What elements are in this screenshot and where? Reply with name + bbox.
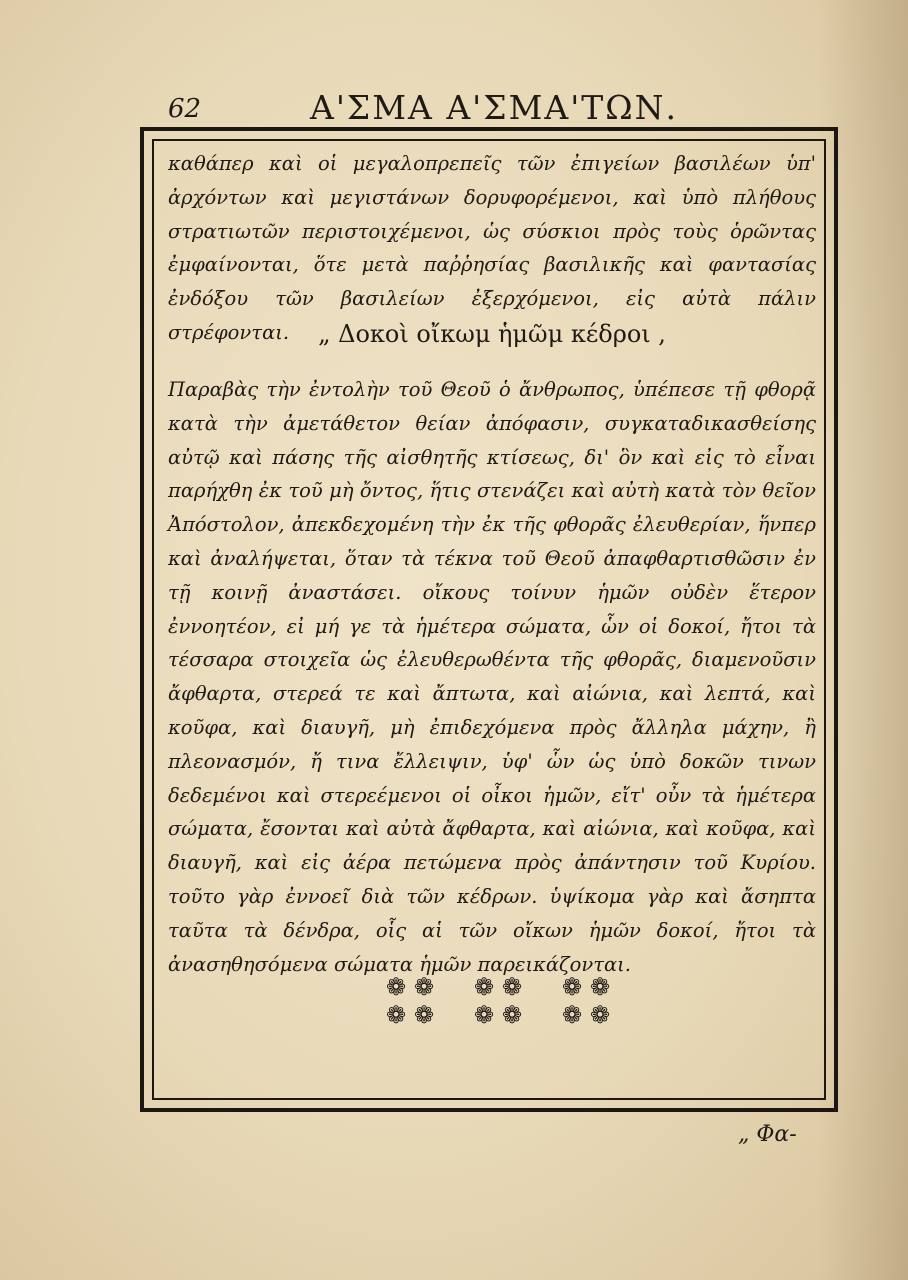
flower-icon: ❁ <box>561 1001 583 1029</box>
flower-icon: ❁ <box>385 1001 407 1029</box>
heading-quote: „ Δοκοὶ οἴκωμ ἡμῶμ κέδροι , <box>318 320 666 348</box>
flower-icon: ❁ <box>385 973 407 1001</box>
flower-icon: ❁ <box>501 973 523 1001</box>
ornament-group <box>383 974 437 1034</box>
flower-icon: ❁ <box>413 973 435 1001</box>
ornament-group <box>559 974 613 1034</box>
flower-icon: ❁ <box>413 1001 435 1029</box>
paragraph-1: καθάπερ καὶ οἱ μεγαλοπρεπεῖς τῶν ἐπιγείων βασιλέων ὑπ' ἀρχόντων καὶ μεγιστάνων δορυφορέμενοι, καὶ ὑπὸ πλήθους στρατιωτῶν περιστοιχέμενοι, ὡς σύσκιοι πρὸς τοὺς ὁρῶντας ἐμφαίνονται, ὅτε μετὰ παῤῥησίας βασιλικῆς καὶ φαντασίας ἐνδόξου τῶν βασιλείων ἐξερχόμενοι, εἰς αὐτὰ πάλιν στρέφονται. <box>168 152 816 344</box>
flower-icon: ❁ <box>561 973 583 1001</box>
page-number: 62 <box>168 94 202 124</box>
flower-icon: ❁ <box>473 1001 495 1029</box>
flower-icon: ❁ <box>501 1001 523 1029</box>
flower-icon: ❁ <box>473 973 495 1001</box>
catchword: „ Φα- <box>738 1122 797 1147</box>
paragraph-2: Παραβὰς τὴν ἐντολὴν τοῦ Θεοῦ ὁ ἄνθρωπος, ὑπέπεσε τῇ φθορᾷ κατὰ τὴν ἀμετάθετον θείαν ἀπόφασιν, συγκαταδικασθείσης αὐτῷ καὶ πάσης τῆς αἰσθητῆς κτίσεως, δι' ὃν καὶ εἰς τὸ εἶναι παρήχθη ἐκ τοῦ μὴ ὄντος, ἥτις στενάζει καὶ αὐτὴ κατὰ τὸν θεῖον Ἀπόστολον, ἀπεκδεχομένη τὴν ἐκ τῆς φθορᾶς ἐλευθερίαν, ἥνπερ καὶ ἀναλήψεται, ὅταν τὰ τέκνα τοῦ Θεοῦ ἀπαφθαρτισθῶσιν ἐν τῇ κοινῇ ἀναστάσει. οἴκους τοίνυν ἡμῶν οὐδὲν ἕτερον ἐννοητέον, εἰ μή γε τὰ ἡμέτερα σώματα, ὧν οἱ δοκοί, ἤτοι τὰ τέσσαρα στοιχεῖα ὡς ἐλευθερωθέντα τῆς φθορᾶς, διαμενοῦσιν ἄφθαρτα, στερεά τε καὶ ἄπτωτα, καὶ αἰώνια, καὶ λεπτά, καὶ κοῦφα, καὶ διαυγῆ, μὴ ἐπιδεχόμενα πρὸς ἄλληλα μάχην, ἢ πλεονασμόν, ἤ τινα ἔλλειψιν, ὑφ' ὧν ὡς ὑπὸ δοκῶν τινων δεδεμένοι καὶ στερεέμενοι οἱ οἶκοι ἡμῶν, εἴτ' οὖν τὰ ἡμέτερα σώματα, ἔσονται καὶ αὐτὰ ἄφθαρτα, καὶ αἰώνια, καὶ κοῦφα, καὶ διαυγῆ, καὶ εἰς ἀέρα πετώμενα πρὸς ἀπάντησιν τοῦ Κυρίου. τοῦτο γὰρ ἐννοεῖ διὰ τῶν κέδρων. ὑψίκομα γὰρ καὶ ἄσηπτα ταῦτα τὰ δένδρα, οἷς αἱ τῶν οἴκων ἡμῶν δοκοί, ἤτοι τὰ ἀνασηθησόμενα σώματα ἡμῶν παρεικάζονται. <box>168 378 816 976</box>
ornament-row <box>383 974 613 1034</box>
ornament-group <box>471 974 525 1034</box>
running-title: Α'ΣΜΑ Α'ΣΜΑ'ΤΩΝ. <box>310 88 679 127</box>
flower-icon: ❁ <box>589 1001 611 1029</box>
flower-icon: ❁ <box>589 973 611 1001</box>
